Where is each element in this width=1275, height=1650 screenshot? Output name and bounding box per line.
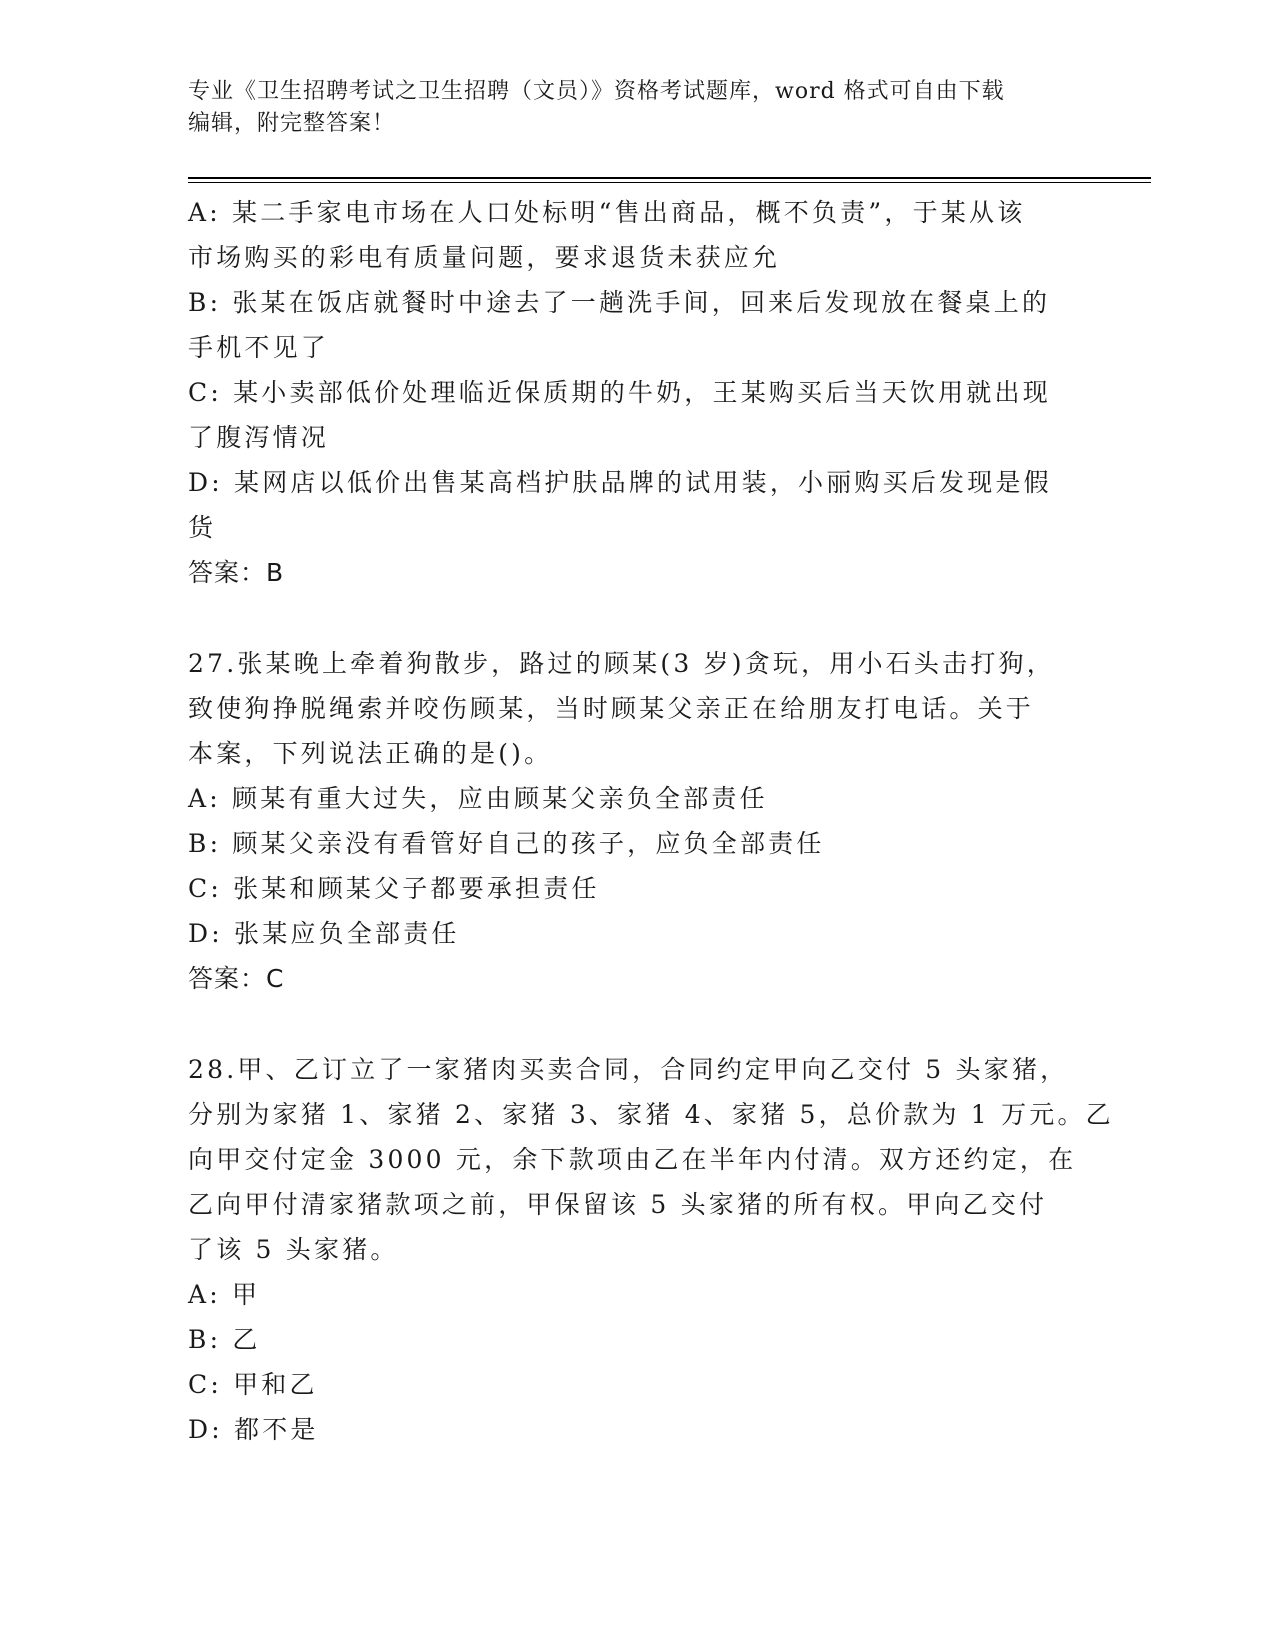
option-a-line-1: A: 某二手家电市场在人口处标明“售出商品，概不负责”，于某从该 [188,198,1026,227]
option-d-line-2: 货 [188,513,217,542]
question-28-option-b: B: 乙 [188,1325,261,1354]
option-c-line-1: C: 某小卖部低价处理临近保质期的牛奶，王某购买后当天饮用就出现 [188,378,1051,407]
option-a-line-2: 市场购买的彩电有质量问题，要求退货未获应允 [188,243,781,272]
option-b-line-1: B: 张某在饭店就餐时中途去了一趟洗手间，回来后发现放在餐桌上的 [188,288,1051,317]
header-line-1: 专业《卫生招聘考试之卫生招聘（文员）》资格考试题库，word 格式可自由下载 [188,79,1005,104]
document-header [188,76,1068,140]
document-body [188,190,1114,1452]
spacer [188,595,1088,641]
header-rule-thick [188,177,1151,179]
header-line-2: 编辑，附完整答案！ [188,111,396,136]
option-c-line-2: 了腹泻情况 [188,423,330,452]
question-27-option-a: A: 顾某有重大过失，应由顾某父亲负全部责任 [188,784,768,813]
spacer [188,1001,1088,1047]
option-b-line-2: 手机不见了 [188,333,330,362]
question-28-option-c: C: 甲和乙 [188,1370,318,1399]
question-26-options [188,190,1088,550]
question-27-stem-line-3: 本案，下列说法正确的是()。 [188,739,553,768]
question-27-option-b: B: 顾某父亲没有看管好自己的孩子，应负全部责任 [188,829,825,858]
question-28-stem-line-5: 了该 5 头家猪。 [188,1235,399,1264]
question-27-option-c: C: 张某和顾某父子都要承担责任 [188,874,600,903]
question-27-stem-line-2: 致使狗挣脱绳索并咬伤顾某，当时顾某父亲正在给朋友打电话。关于 [188,694,1035,723]
question-27-option-d: D: 张某应负全部责任 [188,919,460,948]
question-27-answer: 答案：C [188,964,285,993]
question-28-option-a: A: 甲 [188,1280,261,1309]
question-28-stem-line-1: 28.甲、乙订立了一家猪肉买卖合同，合同约定甲向乙交付 5 头家猪， [188,1055,1069,1084]
question-28-stem-line-2: 分别为家猪 1、家猪 2、家猪 3、家猪 4、家猪 5，总价款为 1 万元。乙 [188,1100,1114,1129]
header-rule-thin [188,182,1151,183]
option-d-line-1: D: 某网店以低价出售某高档护肤品牌的试用装，小丽购买后发现是假 [188,468,1052,497]
question-28 [188,1047,1114,1452]
question-28-stem-line-3: 向甲交付定金 3000 元，余下款项由乙在半年内付清。双方还约定，在 [188,1145,1077,1174]
question-26-answer: 答案：B [188,558,285,587]
question-28-stem-line-4: 乙向甲付清家猪款项之前，甲保留该 5 头家猪的所有权。甲向乙交付 [188,1190,1048,1219]
question-27-stem-line-1: 27.张某晚上牵着狗散步，路过的顾某(3 岁)贪玩，用小石头击打狗， [188,649,1055,678]
question-27 [188,641,1088,956]
question-28-option-d: D: 都不是 [188,1415,319,1444]
